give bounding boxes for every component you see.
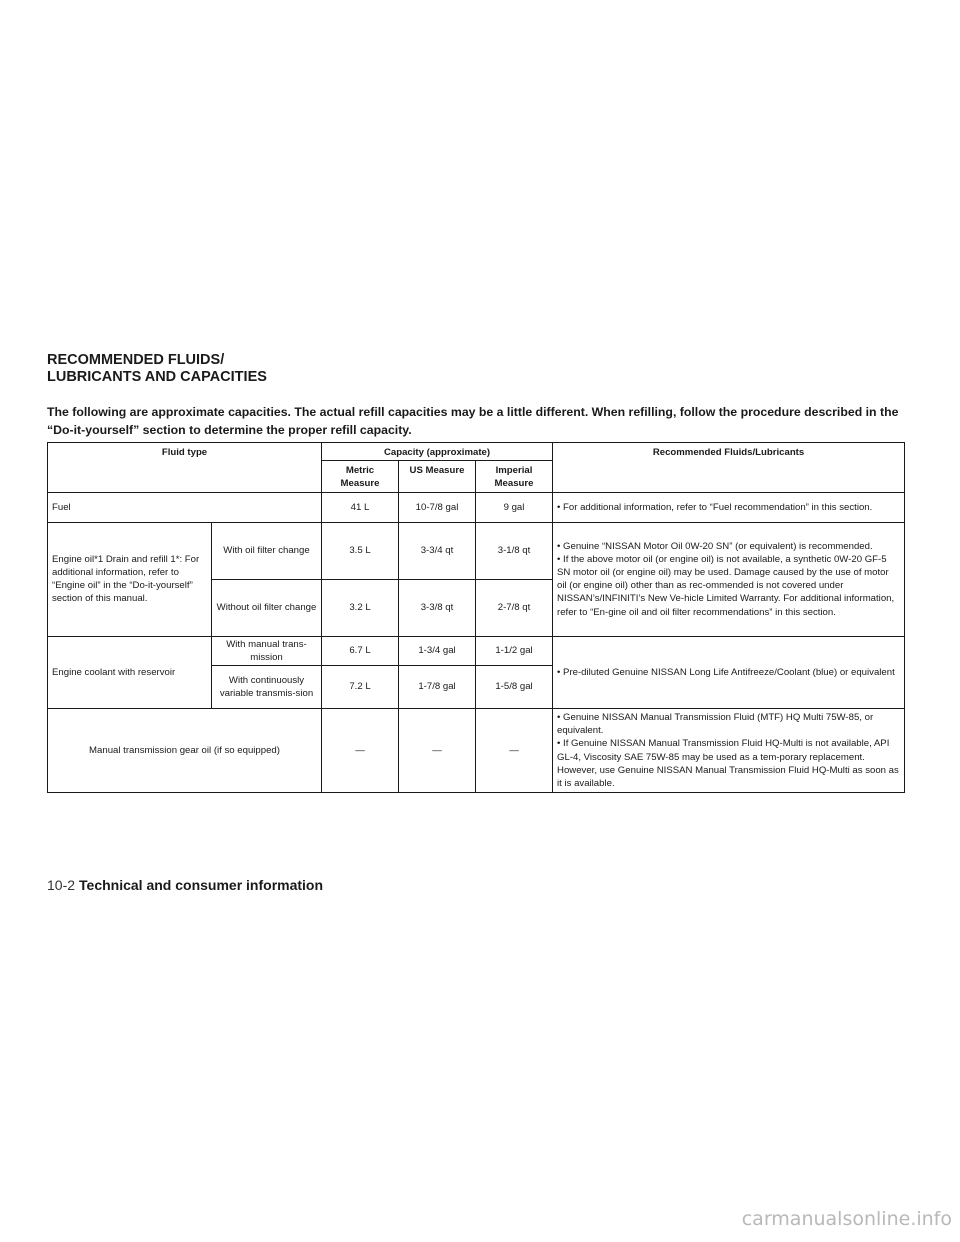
coolant-label: Engine coolant with reservoir	[48, 636, 212, 708]
coolant-us-1: 1-3/4 gal	[399, 636, 476, 665]
section-title	[47, 352, 267, 386]
coolant-sub-1: With manual trans-mission	[212, 636, 322, 665]
engine-oil-metric-2: 3.2 L	[322, 579, 399, 636]
coolant-us-2: 1-7/8 gal	[399, 666, 476, 709]
engine-oil-sub-1: With oil filter change	[212, 522, 322, 579]
fluids-table	[47, 442, 905, 793]
coolant-metric-1: 6.7 L	[322, 636, 399, 665]
engine-oil-imperial-1: 3-1/8 qt	[476, 522, 553, 579]
engine-oil-sub-2: Without oil filter change	[212, 579, 322, 636]
fuel-imperial: 9 gal	[476, 492, 553, 522]
header-metric: Metric Measure	[322, 461, 399, 492]
engine-oil-metric-1: 3.5 L	[322, 522, 399, 579]
mt-oil-rec-2: • If Genuine NISSAN Manual Transmission Fluid HQ-Multi is not available, API GL-4, Viscosity SAE 75W-85 may be used as a tem-porary replacement. However, use Genuine NISSAN Manual Transmission Fluid HQ-Multi as soon as it is available.	[557, 738, 899, 789]
engine-oil-row-1	[48, 522, 905, 579]
section-title-line1: RECOMMENDED FLUIDS/	[47, 352, 225, 368]
coolant-imperial-2: 1-5/8 gal	[476, 666, 553, 709]
section-title-line2: LUBRICANTS AND CAPACITIES	[47, 369, 267, 385]
mt-oil-recommendation	[553, 709, 905, 793]
engine-oil-us-1: 3-3/4 qt	[399, 522, 476, 579]
chapter-title: Technical and consumer information	[79, 877, 324, 893]
engine-oil-rec-2: • If the above motor oil (or engine oil) is not available, a synthetic 0W-20 GF-5 SN motor oil (or engine oil) may be used. Damage caused by the use of motor oil (or engine oil) other than as rec-ommended is not covered under NISSAN’s/INFINITI’s New Ve-hicle Limited Warranty. For additional information, refer to “En-gine oil and oil filter recommendations” in this section.	[557, 553, 895, 618]
fuel-us: 10-7/8 gal	[399, 492, 476, 522]
intro-text: The following are approximate capacities. The actual refill capacities may be a little different. When refilling, follow the procedure described in the “Do-it-yourself” section to determine the proper refill capacity.	[47, 405, 899, 437]
coolant-imperial-1: 1-1/2 gal	[476, 636, 553, 665]
fuel-metric: 41 L	[322, 492, 399, 522]
header-capacity: Capacity (approximate)	[322, 443, 553, 461]
header-row	[48, 443, 905, 461]
mt-oil-rec-1: • Genuine NISSAN Manual Transmission Fluid (MTF) HQ Multi 75W-85, or equivalent.	[557, 711, 874, 737]
engine-oil-us-2: 3-3/8 qt	[399, 579, 476, 636]
mt-oil-row	[48, 709, 905, 793]
page-number: 10-2	[47, 877, 76, 893]
mt-oil-label: Manual transmission gear oil (if so equipped)	[48, 709, 322, 793]
header-imperial: Imperial Measure	[476, 461, 553, 492]
header-us: US Measure	[399, 461, 476, 492]
engine-oil-rec-1: • Genuine “NISSAN Motor Oil 0W-20 SN” (or equivalent) is recommended.	[557, 540, 873, 552]
coolant-metric-2: 7.2 L	[322, 666, 399, 709]
mt-oil-metric: —	[322, 709, 399, 793]
header-fluid-type: Fluid type	[48, 443, 322, 493]
fuel-label: Fuel	[48, 492, 322, 522]
engine-oil-recommendation	[553, 522, 905, 636]
engine-oil-label: Engine oil*1 Drain and refill 1*: For additional information, refer to “Engine oil” in the “Do-it-yourself” section of this manual.	[48, 522, 212, 636]
mt-oil-us: —	[399, 709, 476, 793]
coolant-recommendation: • Pre-diluted Genuine NISSAN Long Life Antifreeze/Coolant (blue) or equivalent	[553, 636, 905, 708]
header-recommended: Recommended Fluids/Lubricants	[553, 443, 905, 493]
mt-oil-imperial: —	[476, 709, 553, 793]
fuel-recommendation: • For additional information, refer to “Fuel recommendation” in this section.	[553, 492, 905, 522]
fuel-row	[48, 492, 905, 522]
coolant-sub-2: With continuously variable transmis-sion	[212, 666, 322, 709]
engine-oil-imperial-2: 2-7/8 qt	[476, 579, 553, 636]
coolant-row-1	[48, 636, 905, 665]
watermark: carmanualsonline.info	[741, 1208, 952, 1230]
page-footer	[47, 876, 323, 894]
